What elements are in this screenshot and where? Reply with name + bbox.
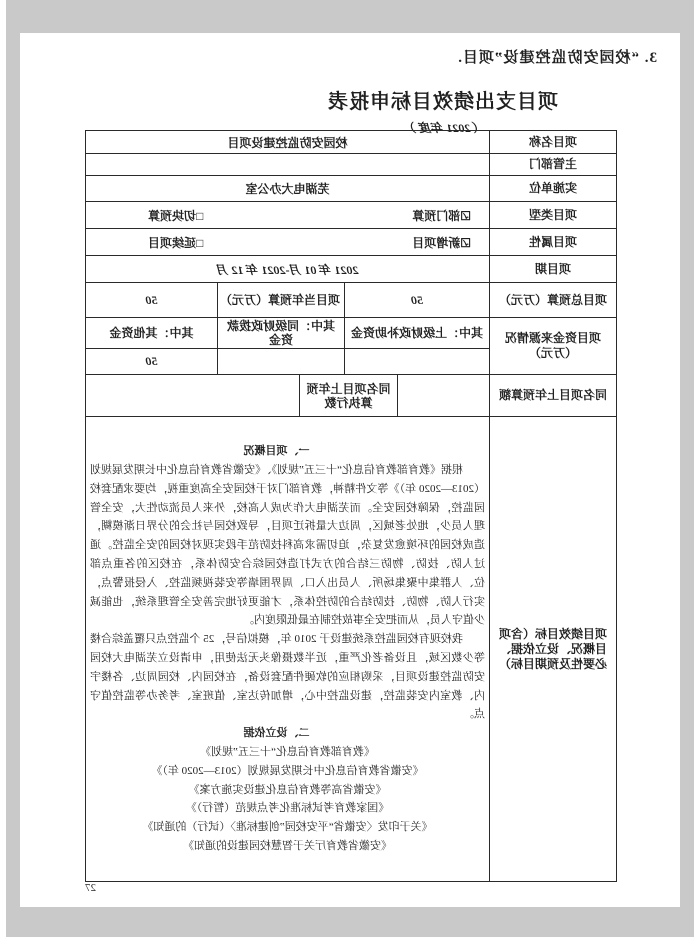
reference-item: 《国家教育考试标准化考点规范（暂行）》 [185, 802, 390, 815]
implement-unit-value: 芜湖电大办公室 [85, 176, 489, 202]
option-dept-budget [412, 207, 471, 224]
unchecked-checkbox-icon: □ [195, 235, 204, 250]
reference-item: 《关于印发〈安徽省“平安校园”创建标准〉（试行）的通知》 [142, 821, 433, 834]
competent-dept-value [85, 154, 489, 176]
page-number: 27 [85, 882, 96, 894]
row-prev-year [85, 375, 616, 417]
funding-col-other: 其中：其他资金 [85, 318, 217, 349]
funding-other-value: 50 [85, 349, 217, 375]
prev-year-exec-label: 同名项目上年预算执行数 [300, 375, 398, 417]
goal-paragraph-1: 根据《教育部教育信息化“十三五”规划》、《安徽省教育信息化中长期发展规划（2013—2020 年）》等文件精神，教育部门对于校园安全高度重视，均要求配套校园监控，保障校园安全。而芜湖电大作为成人高校，外来人员流动性大，安全管理人员少，地处老城区，周边大量拆迁项目，导致校园与社会的分界日渐模糊，造成校园的环境愈发复杂，迫切需求高科技防范手段实现对校园的安全监控。通过人防、技防、物防三结合的方式打造校园综合安防体系，在校区的各重点部位、人群集中聚集场所、人员出入口、周界围墙等安装视频监控、入侵报警点，实行人防、物防、技防结合的防控体系，才能更好地完善安全管理系统，也能减少值守人员，从而把安全事故控制在最低限度内。 [89, 464, 485, 627]
reference-item: 《安徽省教育厅关于智慧校园建设的通知》 [182, 839, 392, 852]
performance-goal-label: 项目绩效目标（含项目概况、设立依据、必要性及预期目标） [490, 417, 617, 882]
reference-item: 《教育部教育信息化“十三五”规划》 [200, 745, 375, 758]
project-attr-options [85, 229, 489, 256]
form-title: 项目支出绩效目标申报表 [327, 91, 558, 113]
project-type-label: 项目类型 [490, 202, 617, 229]
prev-year-exec-value [85, 375, 299, 417]
prev-year-budget-label: 同名项目上年预算额 [490, 375, 617, 417]
performance-target-table [85, 130, 617, 882]
row-project-attr [85, 229, 616, 256]
reference-item: 《安徽省高等教育信息化建设实施方案》 [188, 783, 387, 796]
implement-unit-label: 实施单位 [490, 176, 617, 202]
row-budget [85, 283, 616, 318]
performance-goal-content [85, 417, 489, 882]
year-budget-value: 50 [85, 283, 217, 318]
option-new-project-label: 新增项目 [412, 235, 461, 250]
scanned-page-mirrored [20, 33, 680, 907]
year-budget-label: 项目当年预算（万元） [218, 283, 345, 318]
option-new-project [412, 234, 471, 251]
project-period-value: 2021 年 01 月-2021 年 12 月 [85, 256, 489, 283]
row-project-period [85, 256, 616, 283]
goal-section1-title: 一、项目概况 [243, 445, 310, 458]
unchecked-checkbox-icon: □ [195, 208, 204, 223]
project-name-value: 校园安防监控建设项目 [85, 131, 489, 154]
option-block-budget [148, 207, 203, 224]
funding-same-level-value [218, 349, 345, 375]
prev-year-budget-value [398, 375, 490, 417]
option-continued-project-label: 延续项目 [147, 235, 196, 250]
competent-dept-label: 主管部门 [490, 154, 617, 176]
total-budget-label: 项目总预算（万元） [490, 283, 617, 318]
total-budget-value: 50 [345, 283, 490, 318]
option-block-budget-label: 切块预算 [147, 208, 196, 223]
goal-section2-title: 二、设立依据 [243, 727, 310, 740]
project-period-label: 项目期 [490, 256, 617, 283]
project-name-label: 项目名称 [490, 131, 617, 154]
form-year: （ 2021 年度 ） [404, 121, 486, 135]
row-project-type [85, 202, 616, 229]
goal-paragraph-2: 我校现有校园监控系统建设于 2010 年，模拟信号，25 个监控点只覆盖综合楼等少数区域，且设备老化严重，近半数摄像头无法使用，申请设立芜湖电大校园安防监控建设项目，采购相应的软硬件配套设备，在校园内、校园周边、各楼宇内、教室内安装监控，建设监控中心，增加传达室、值班室、考务办等监控值守点。 [89, 633, 485, 721]
funding-col-same-level: 其中：同级财政拨款资金 [218, 318, 345, 349]
funding-superior-value [345, 349, 490, 375]
row-performance-goal [85, 417, 616, 882]
row-funding-headers [85, 318, 616, 349]
section-heading: 3. “校园安防监控建设”项目. [457, 50, 657, 66]
option-dept-budget-label: 部门预算 [412, 208, 461, 223]
funding-label: 项目资金来源情况（万元） [490, 318, 617, 375]
project-type-options [85, 202, 489, 229]
checked-checkbox-icon: ☑ [460, 235, 471, 250]
reference-item: 《安徽省教育信息化中长期发展规划（2013—2020 年）》 [151, 764, 424, 777]
row-implement-unit [85, 176, 616, 202]
row-project-name [85, 131, 616, 154]
funding-col-superior: 其中：上级财政补助资金 [345, 318, 490, 349]
project-attr-label: 项目属性 [490, 229, 617, 256]
viewer-gray-background [6, 0, 694, 937]
row-competent-dept [85, 154, 616, 176]
checked-checkbox-icon: ☑ [460, 208, 471, 223]
option-continued-project [148, 234, 203, 251]
